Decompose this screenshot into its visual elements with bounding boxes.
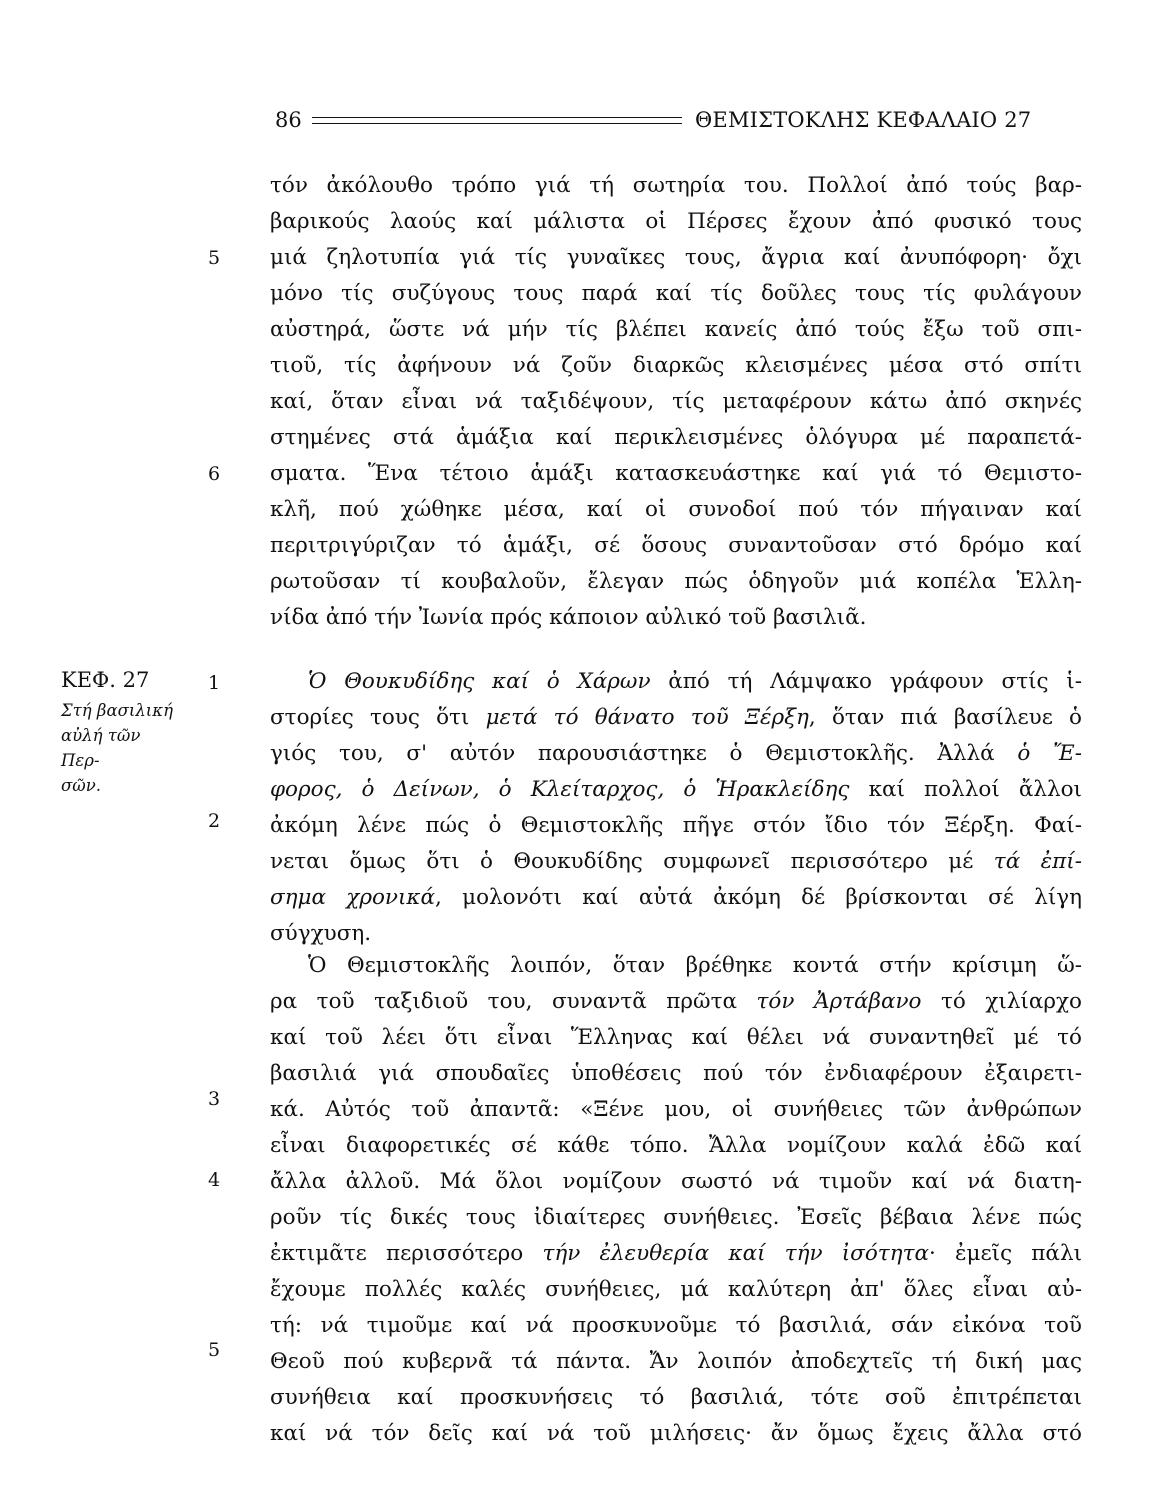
section-number: 4 — [208, 1169, 221, 1191]
italic-phrase: τόν Ἀρτάβανο — [756, 989, 922, 1014]
chapter-label: ΚΕΦ. 27 — [61, 668, 150, 692]
text-line — [270, 880, 1082, 916]
text-span: τό χιλίαρχο — [921, 989, 1082, 1014]
text-span: ἀπό τή Λάμψακο γράφουν στίς ἱ- — [650, 669, 1083, 694]
chapter-description-line: σῶν. — [61, 776, 101, 795]
italic-phrase: τήν ἐλευθερία καί τήν ἰσότητα — [542, 1241, 929, 1266]
text-line: ἄλλα ἀλλοῦ. Μά ὅλοι νομίζουν σωστό νά τιμοῦν καί νά διατη- — [270, 1169, 1082, 1194]
italic-phrase: τά ἐπί- — [993, 849, 1082, 874]
chapter-margin-note — [61, 662, 221, 798]
italic-phrase: ὁ Ἔ- — [1017, 741, 1082, 766]
text-line: κλῆ, πού χώθηκε μέσα, καί οἱ συνοδοί πού τόν πήγαιναν καί — [270, 497, 1082, 522]
text-line: στημένες στά ἁμάξια καί περικλεισμένες ὁλόγυρα μέ παραπετά- — [270, 425, 1082, 450]
section-number: 5 — [208, 247, 221, 269]
italic-phrase: μετά τό θάνατο τοῦ Ξέρξη — [485, 705, 809, 730]
text-line: καί νά τόν δεῖς καί νά τοῦ μιλήσεις· ἄν ὅμως ἔχεις ἄλλα στό — [270, 1421, 1082, 1446]
section-number: 2 — [208, 810, 221, 832]
text-line: αὐστηρά, ὥστε νά μήν τίς βλέπει κανείς ἀπό τούς ἔξω τοῦ σπι- — [270, 317, 1082, 342]
text-line: νίδα ἀπό τήν Ἰωνία πρός κάποιον αὐλικό τοῦ βασιλιᾶ. — [270, 605, 867, 630]
text-line: ρωτοῦσαν τί κουβαλοῦν, ἔλεγαν πώς ὁδηγοῦν μιά κοπέλα Ἑλλη- — [270, 569, 1082, 594]
text-line: μόνο τίς συζύγους τους παρά καί τίς δοῦλες τους τίς φυλάγουν — [270, 281, 1082, 306]
text-line: ἔχουμε πολλές καλές συνήθειες, μά καλύτερη ἀπ' ὅλες εἶναι αὐ- — [270, 1277, 1082, 1302]
text-line: σύγχυση. — [270, 921, 372, 946]
text-line — [270, 844, 1082, 880]
text-line: Ὁ Θεμιστοκλῆς λοιπόν, ὅταν βρέθηκε κοντά στήν κρίσιμη ὥ- — [308, 953, 1082, 978]
text-line: περιτριγύριζαν τό ἁμάξι, σέ ὅσους συναντοῦσαν στό δρόμο καί — [270, 533, 1082, 558]
text-line: κά. Αὐτός τοῦ ἀπαντᾶ: «Ξένε μου, οἱ συνήθειες τῶν ἀνθρώπων — [270, 1097, 1082, 1122]
text-line: τιοῦ, τίς ἀφήνουν νά ζοῦν διαρκῶς κλεισμένες μέσα στό σπίτι — [270, 353, 1082, 378]
text-line: εἶναι διαφορετικές σέ κάθε τόπο. Ἄλλα νομίζουν καλά ἐδῶ καί — [270, 1133, 1082, 1158]
text-span: · ἐμεῖς πάλι — [928, 1241, 1083, 1266]
text-line: ροῦν τίς δικές τους ἰδιαίτερες συνήθειες. Ἐσεῖς βέβαια λένε πώς — [270, 1205, 1082, 1230]
chapter-description-line: Στή βασιλική — [61, 701, 173, 720]
page-number: 86 — [275, 108, 302, 132]
text-line — [270, 1236, 1082, 1272]
text-line: βαρικούς λαούς καί μάλιστα οἱ Πέρσες ἔχουν ἀπό φυσικό τους — [270, 209, 1082, 234]
section-number: 5 — [208, 1339, 221, 1361]
running-title: ΘΕΜΙΣΤΟΚΛΗΣ ΚΕΦΑΛΑΙΟ 27 — [695, 108, 1032, 132]
section-number: 6 — [208, 463, 221, 485]
section-number: 3 — [208, 1088, 221, 1110]
text-line — [270, 984, 1082, 1020]
text-span: , μολονότι καί αὐτά ἀκόμη δέ βρίσκονται σέ λίγη — [435, 885, 1082, 910]
text-line: βασιλιά γιά σπουδαῖες ὑποθέσεις πού τόν ἐνδιαφέρουν ἐξαιρετι- — [270, 1061, 1082, 1086]
text-span: γιός του, σ' αὐτόν παρουσιάστηκε ὁ Θεμιστοκλῆς. Ἀλλά — [270, 741, 1018, 766]
text-span: , ὅταν πιά βασίλευε ὁ — [808, 705, 1082, 730]
text-span: ρα τοῦ ταξιδιοῦ του, συναντᾶ πρῶτα — [270, 989, 757, 1014]
text-line — [270, 664, 1082, 700]
italic-phrase: φορος, ὁ Δείνων, ὁ Κλείταρχος, ὁ Ἡρακλείδης — [270, 777, 850, 802]
chapter-description-line: αὐλή τῶν Περ- — [61, 726, 141, 770]
text-line: σματα. Ἕνα τέτοιο ἁμάξι κατασκευάστηκε καί γιά τό Θεμιστο- — [270, 461, 1082, 486]
italic-phrase: σημα χρονικά — [270, 885, 436, 910]
text-line: τόν ἀκόλουθο τρόπο γιά τή σωτηρία του. Πολλοί ἀπό τούς βαρ- — [270, 173, 1082, 198]
text-line: ἀκόμη λένε πώς ὁ Θεμιστοκλῆς πῆγε στόν ἴδιο τόν Ξέρξη. Φαί- — [270, 813, 1082, 838]
text-span: στορίες τους ὅτι — [270, 705, 486, 730]
text-line: Θεοῦ πού κυβερνᾶ τά πάντα. Ἄν λοιπόν ἀποδεχτεῖς τή δική μας — [270, 1349, 1082, 1374]
text-line: συνήθεια καί προσκυνήσεις τό βασιλιά, τότε σοῦ ἐπιτρέπεται — [270, 1385, 1082, 1410]
text-line: τή: νά τιμοῦμε καί νά προσκυνοῦμε τό βασιλιά, σάν εἰκόνα τοῦ — [270, 1313, 1082, 1338]
text-line — [270, 736, 1082, 772]
page-header — [270, 100, 1090, 140]
italic-phrase: Ὁ Θουκυδίδης καί ὁ Χάρων — [308, 669, 651, 694]
text-span: καί πολλοί ἄλλοι — [849, 777, 1082, 802]
text-line: καί τοῦ λέει ὅτι εἶναι Ἕλληνας καί θέλει νά συναντηθεῖ μέ τό — [270, 1025, 1082, 1050]
text-span: ἐκτιμᾶτε περισσότερο — [270, 1241, 543, 1266]
text-line — [270, 700, 1082, 736]
header-rule — [312, 117, 682, 124]
text-line — [270, 772, 1082, 808]
text-line: καί, ὅταν εἶναι νά ταξιδέψουν, τίς μεταφέρουν κάτω ἀπό σκηνές — [270, 389, 1082, 414]
text-line: μιά ζηλοτυπία γιά τίς γυναῖκες τους, ἄγρια καί ἀνυπόφορη· ὄχι — [270, 245, 1082, 270]
text-span: νεται ὅμως ὅτι ὁ Θουκυδίδης συμφωνεῖ περισσότερο μέ — [270, 849, 994, 874]
section-number: 1 — [208, 672, 221, 694]
